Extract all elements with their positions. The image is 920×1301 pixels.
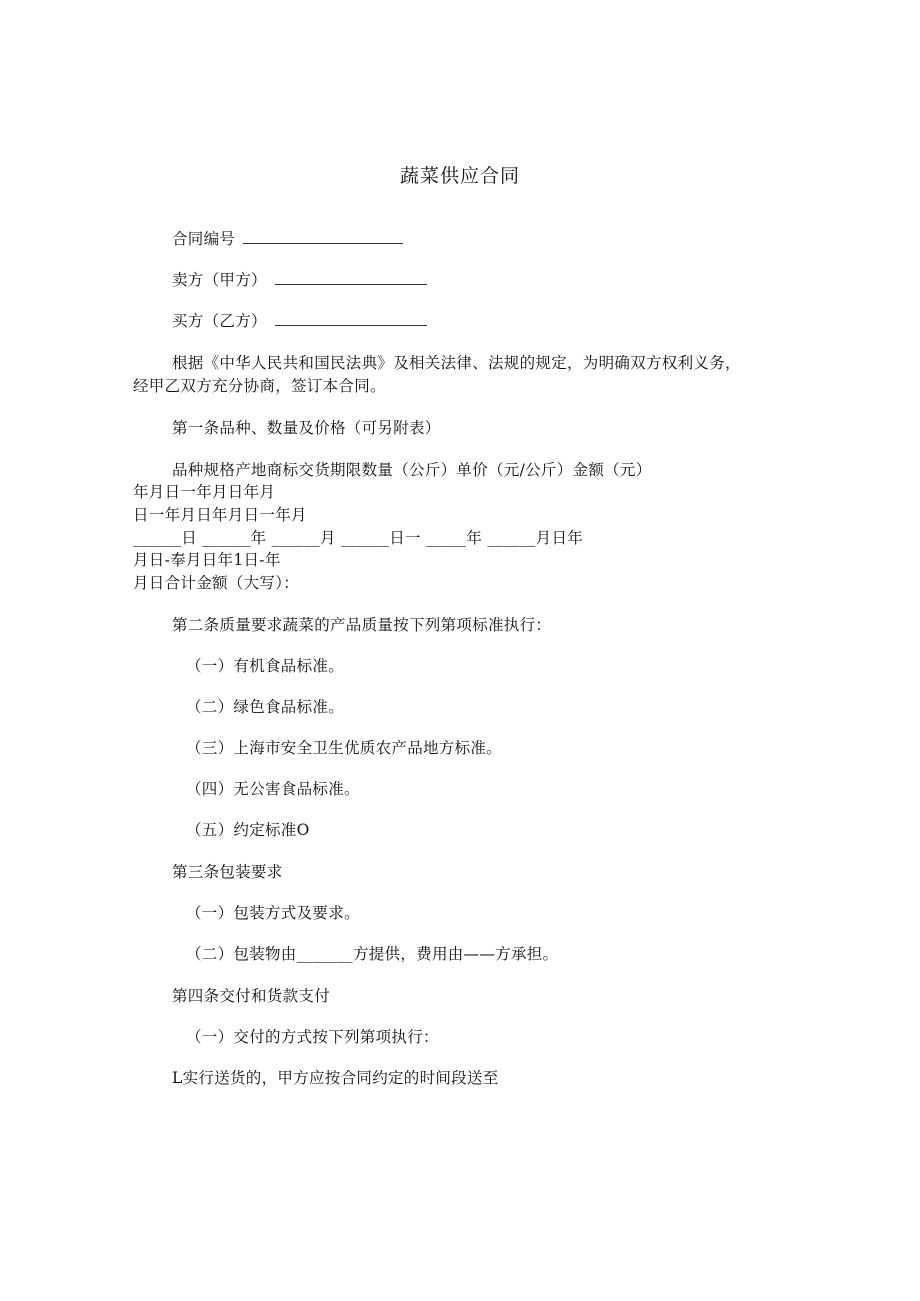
seller-blank[interactable] (275, 270, 427, 285)
seller-field (172, 270, 427, 290)
article-2-heading: 第二条质量要求蔬菜的产品质量按下列第项标准执行： (172, 616, 552, 634)
article-2-item: （二）绿色食品标准。 (186, 698, 345, 716)
article-1-total: 月日合计金额（大写）： (133, 574, 300, 592)
intro-line-1: 根据《中华人民共和国民法典》及相关法律、法规的规定，为明确双方权利义务， (172, 354, 741, 372)
article-1-row: 日一年月日年月日一年月 (133, 506, 307, 524)
article-2-item: （一）有机食品标准。 (186, 657, 345, 675)
contract-number-blank[interactable] (243, 229, 403, 244)
buyer-field (172, 311, 427, 331)
seller-label: 卖方（甲方） (172, 271, 267, 289)
article-3-item: （一）包装方式及要求。 (186, 904, 360, 922)
article-2-item: （五）约定标准O (186, 821, 310, 839)
article-1-row: ______日 ______年 ______月 ______日一 _____年 ______月日年 (133, 529, 584, 547)
article-1-heading: 第一条品种、数量及价格（可另附表） (172, 419, 441, 437)
article-1-row: 月日-奉月日年1日-年 (133, 551, 281, 569)
article-1-table-header: 品种规格产地商标交货期限数量（公斤）单价（元/公斤）金额（元） (172, 461, 652, 479)
buyer-label: 买方（乙方） (172, 312, 267, 330)
article-1-row: 年月日一年月日年月 (133, 483, 276, 501)
contract-number-label: 合同编号 (172, 230, 236, 248)
article-3-heading: 第三条包装要求 (172, 863, 283, 881)
article-4-heading: 第四条交付和货款支付 (172, 987, 331, 1005)
document-title: 蔬菜供应合同 (399, 165, 520, 187)
intro-line-2: 经甲乙双方充分协商，签订本合同。 (133, 377, 386, 395)
article-4-text: L实行送货的，甲方应按合同约定的时间段送至 (172, 1069, 499, 1087)
contract-number-field (172, 229, 403, 249)
article-2-item: （四）无公害食品标准。 (186, 780, 360, 798)
article-3-item: （二）包装物由_______方提供，费用由——方承担。 (186, 945, 559, 963)
article-2-item: （三）上海市安全卫生优质农产品地方标准。 (186, 739, 503, 757)
buyer-blank[interactable] (275, 311, 427, 326)
article-4-item: （一）交付的方式按下列第项执行： (186, 1028, 439, 1046)
